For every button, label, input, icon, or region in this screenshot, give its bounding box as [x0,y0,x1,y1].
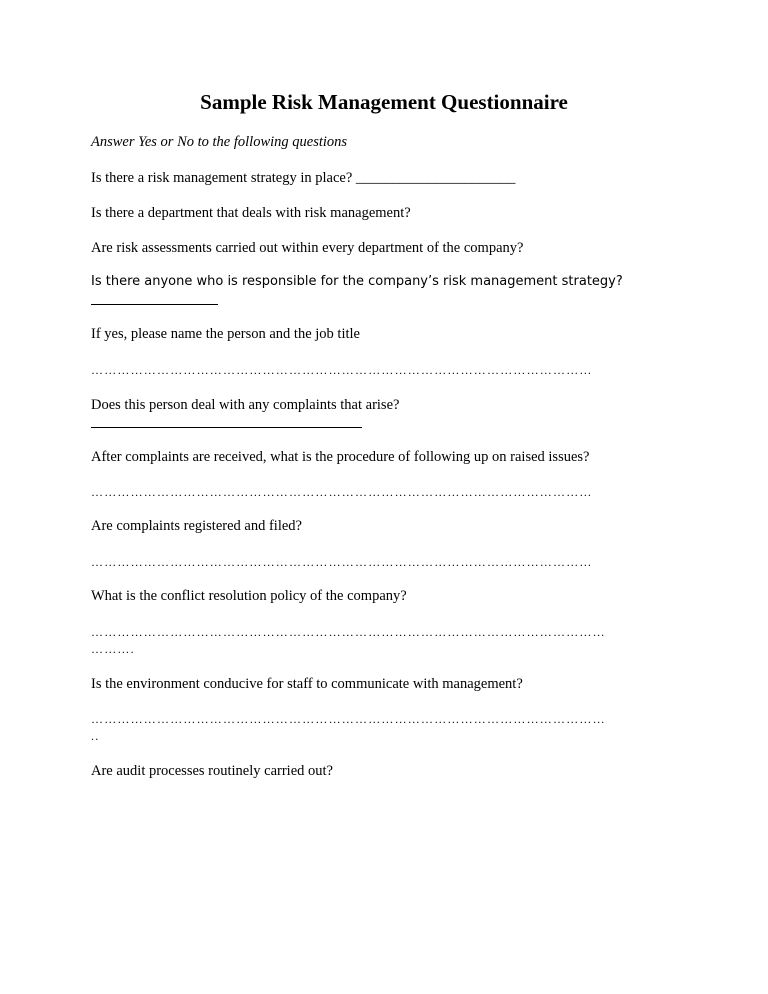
answer-dots-8: …………………………………………………………………………………………………… [91,555,593,569]
question-5: If yes, please name the person and the job title [91,326,360,342]
question-8: Are complaints registered and filed? [91,518,302,534]
answer-dots-9: ……………………………………………………………………………………………………… [91,625,606,639]
question-4: Is there anyone who is responsible for the company’s risk management strategy? [91,274,623,289]
answer-dots-10-continued: .. [91,729,100,743]
document-title: Sample Risk Management Questionnaire [200,90,568,114]
question-10: Is the environment conducive for staff to communicate with management? [91,676,523,692]
question-11: Are audit processes routinely carried out? [91,763,333,779]
answer-dots-5: …………………………………………………………………………………………………… [91,363,593,377]
question-6: Does this person deal with any complaints that arise? [91,397,400,413]
question-1: Is there a risk management strategy in place? ______________________ [91,170,516,186]
answer-dots-7: …………………………………………………………………………………………………… [91,485,593,499]
question-7: After complaints are received, what is the procedure of following up on raised issues? [91,449,590,465]
answer-rule-4 [91,304,218,305]
question-9: What is the conflict resolution policy of the company? [91,588,407,604]
answer-rule-6 [91,427,362,428]
question-2: Is there a department that deals with risk management? [91,205,411,221]
instructions: Answer Yes or No to the following questions [91,134,348,150]
question-3: Are risk assessments carried out within every department of the company? [91,240,524,256]
answer-dots-9-continued: ………. [91,642,135,656]
answer-dots-10: ……………………………………………………………………………………………………… [91,712,606,726]
